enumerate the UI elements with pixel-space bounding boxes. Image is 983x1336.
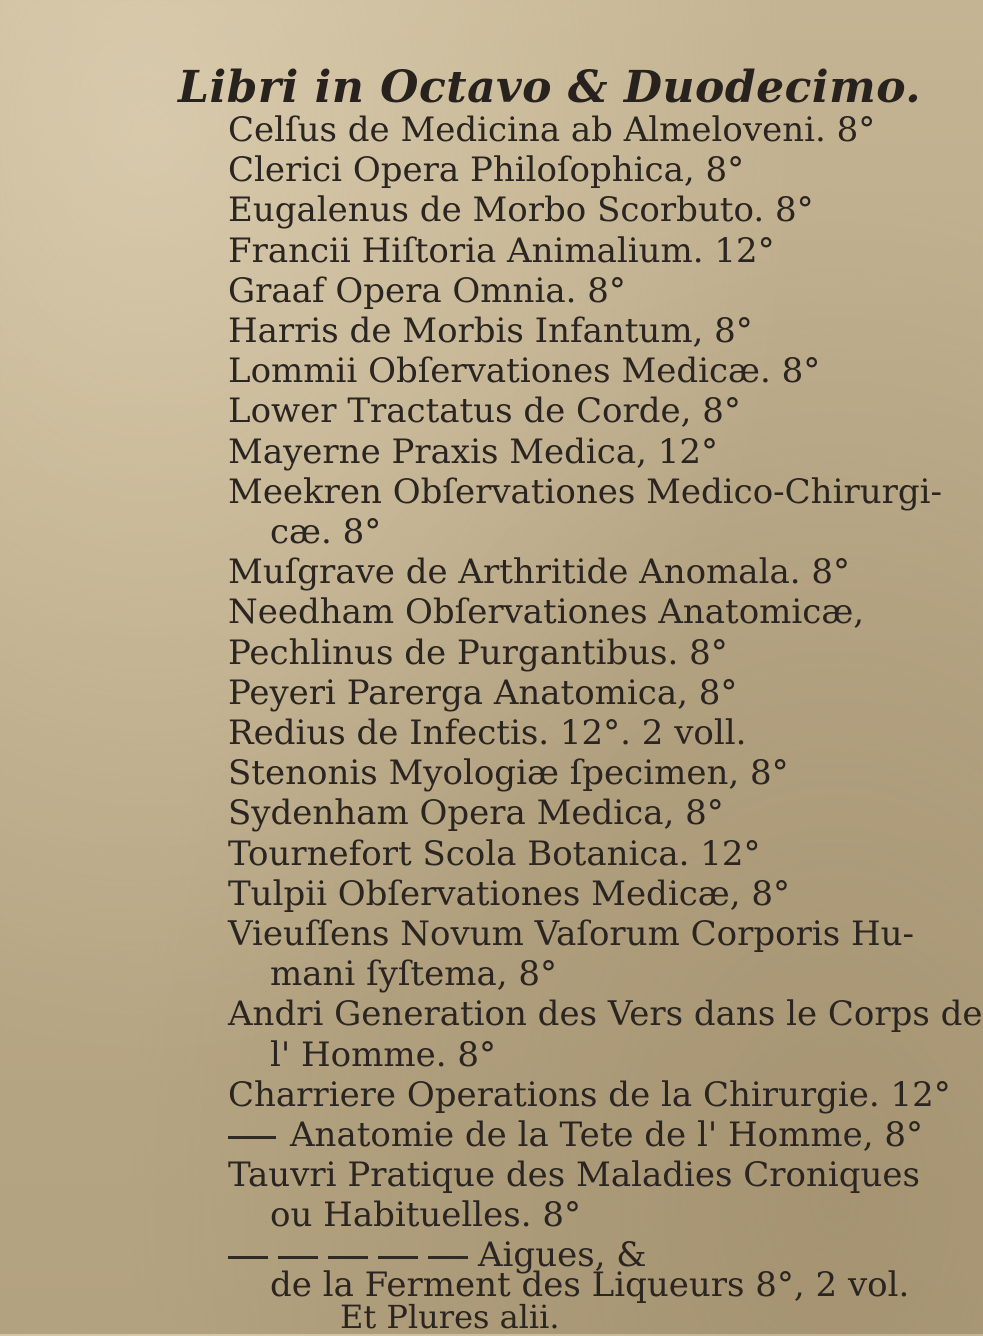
- list-item-text: Anatomie de la Tete de l' Homme, 8°: [290, 1115, 923, 1155]
- list-item: Tournefort Scola Botanica. 12°: [228, 833, 761, 874]
- list-item: Graaf Opera Omnia. 8°: [228, 270, 626, 311]
- list-item-continuation: l' Homme. 8°: [270, 1034, 496, 1075]
- list-item-continuation: cæ. 8°: [270, 512, 382, 552]
- closing-line: Et Plures alii.: [340, 1298, 560, 1336]
- list-item: Francii Hiſtoria Animalium. 12°: [228, 230, 775, 271]
- list-item-continuation: mani ſyſtema, 8°: [270, 954, 558, 995]
- list-item: Needham Obſervationes Anatomicæ,: [228, 592, 865, 633]
- list-item-text: Aigues, &: [478, 1235, 647, 1275]
- ditto-rule: [378, 1256, 418, 1259]
- list-item: Eugalenus de Morbo Scorbuto. 8°: [228, 190, 814, 231]
- list-item: Andri Generation des Vers dans le Corps de: [228, 994, 983, 1035]
- list-item-ditto: [228, 1115, 923, 1155]
- ditto-rule: [428, 1256, 468, 1259]
- list-item: Redius de Infectis. 12°. 2 voll.: [228, 713, 747, 753]
- list-item: Harris de Morbis Infantum, 8°: [228, 311, 753, 351]
- list-item: Charriere Operations de la Chirurgie. 12°: [228, 1074, 951, 1115]
- ditto-rule: [228, 1256, 268, 1259]
- list-item: Tauvri Pratique des Maladies Croniques: [228, 1155, 921, 1195]
- ditto-rule: [228, 1136, 276, 1139]
- list-item: Stenonis Myologiæ ſpecimen, 8°: [228, 753, 789, 794]
- list-item: Vieuſſens Novum Vaſorum Corporis Hu-: [228, 914, 915, 954]
- list-item: Lommii Obſervationes Medicæ. 8°: [228, 351, 821, 392]
- list-item: Muſgrave de Arthritide Anomala. 8°: [228, 552, 850, 593]
- list-item: Tulpii Obſervationes Medicæ, 8°: [228, 873, 790, 914]
- list-item: Peyeri Parerga Anatomica, 8°: [228, 672, 738, 713]
- list-item: Clerici Opera Philoſophica, 8°: [228, 150, 745, 191]
- ditto-rule: [328, 1256, 368, 1259]
- list-item: Celſus de Medicina ab Almeloveni. 8°: [228, 110, 876, 150]
- list-item: Meekren Obſervationes Medico-Chirurgi-: [228, 471, 942, 512]
- page-heading: Libri in Octavo & Duodecimo.: [178, 62, 922, 113]
- list-item: Pechlinus de Purgantibus. 8°: [228, 632, 728, 673]
- ditto-rule: [278, 1256, 318, 1259]
- list-item: Lower Tractatus de Corde, 8°: [228, 391, 741, 432]
- list-item-continuation: ou Habituelles. 8°: [270, 1195, 581, 1235]
- list-item-continuation: de la Ferment des Liqueurs 8°, 2 vol.: [270, 1265, 910, 1305]
- list-item: Sydenham Opera Medica, 8°: [228, 793, 724, 834]
- list-item: Mayerne Praxis Medica, 12°: [228, 431, 718, 472]
